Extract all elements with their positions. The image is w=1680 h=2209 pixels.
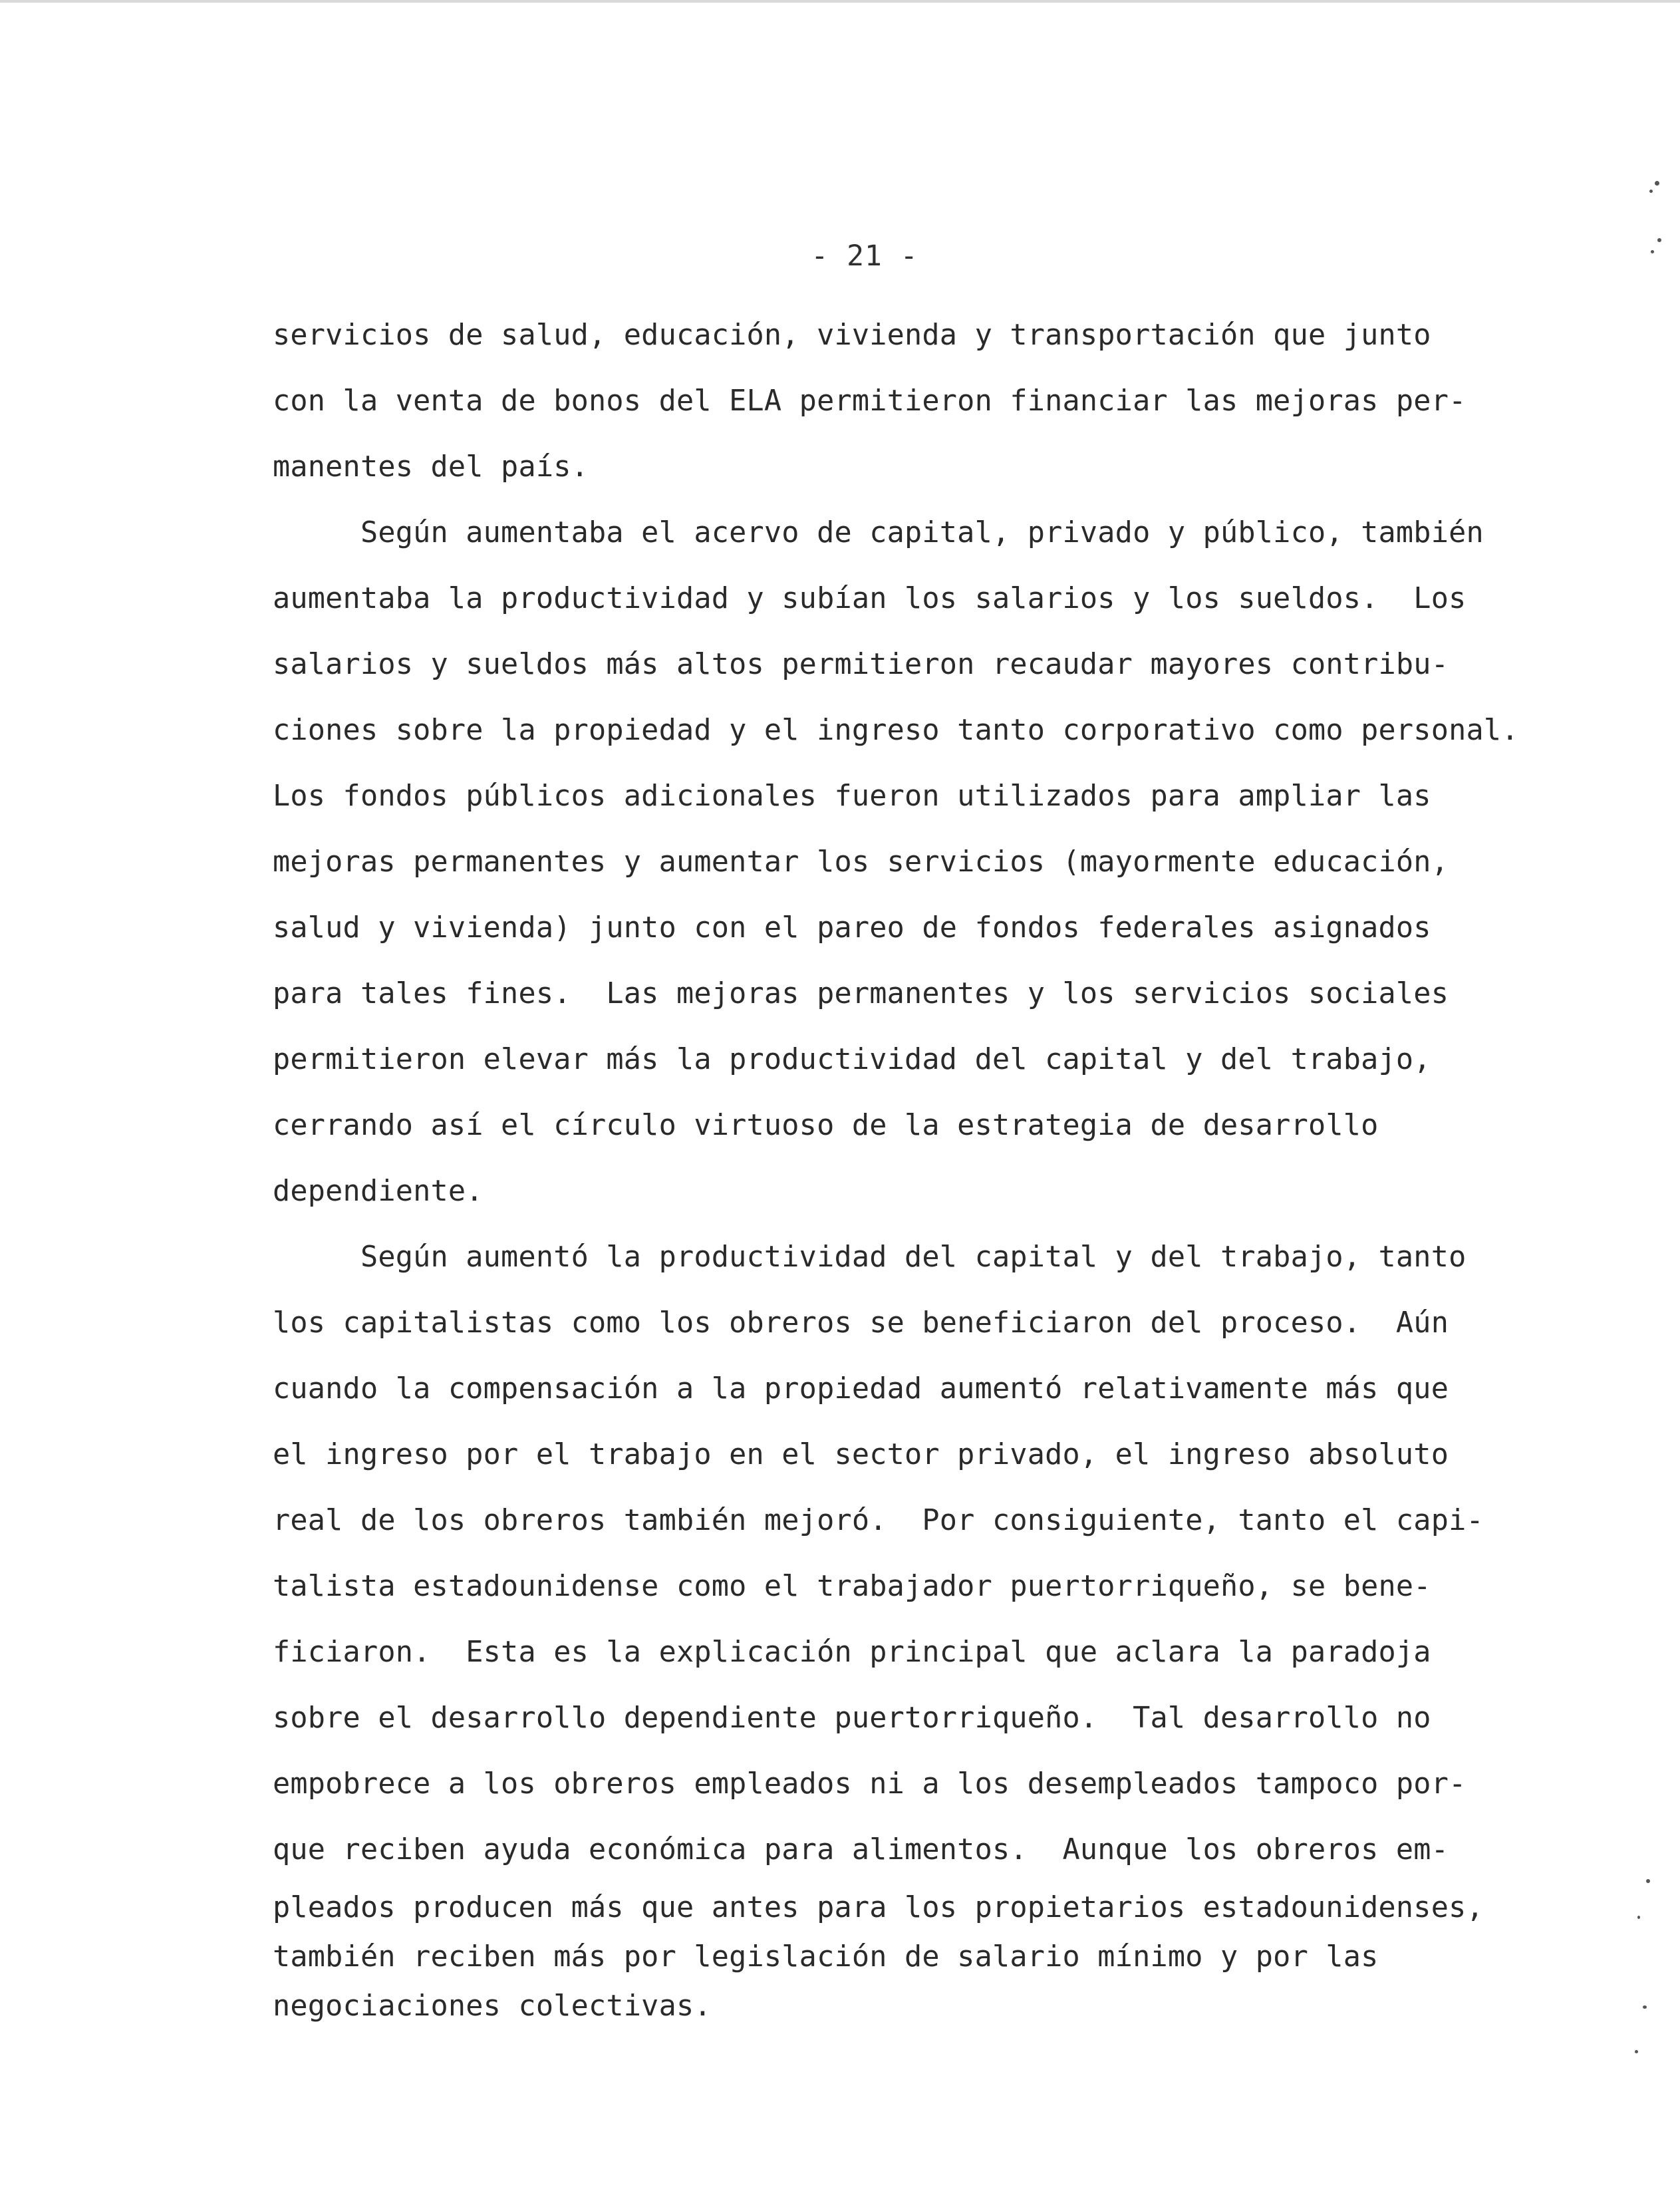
text-line: permitieron elevar más la productividad del capital y del trabajo, xyxy=(273,1043,1431,1076)
scan-speck xyxy=(1635,2050,1638,2053)
text-line: manentes del país. xyxy=(273,450,589,484)
text-line: que reciben ayuda económica para alimentos. Aunque los obreros em- xyxy=(273,1833,1449,1866)
text-line: sobre el desarrollo dependiente puertorriqueño. Tal desarrollo no xyxy=(273,1701,1431,1735)
body-text xyxy=(273,303,1563,2031)
top-edge-rule xyxy=(0,0,1680,3)
text-line: Según aumentó la productividad del capital y del trabajo, tanto xyxy=(273,1241,1467,1274)
text-line: los capitalistas como los obreros se beneficiaron del proceso. Aún xyxy=(273,1306,1449,1340)
scan-speck xyxy=(1657,238,1661,242)
text-line: pleados producen más que antes para los propietarios estadounidenses, xyxy=(273,1891,1484,1924)
text-line: servicios de salud, educación, vivienda y transportación que junto xyxy=(273,319,1431,352)
text-line: el ingreso por el trabajo en el sector privado, el ingreso absoluto xyxy=(273,1438,1449,1471)
text-line: ciones sobre la propiedad y el ingreso tanto corporativo como personal. xyxy=(273,714,1519,747)
text-line: salud y vivienda) junto con el pareo de fondos federales asignados xyxy=(273,911,1431,945)
text-line: cuando la compensación a la propiedad aumentó relativamente más que xyxy=(273,1372,1449,1405)
scan-speck xyxy=(1646,1879,1650,1883)
text-line: Los fondos públicos adicionales fueron utilizados para ampliar las xyxy=(273,780,1431,813)
text-line: aumentaba la productividad y subían los salarios y los sueldos. Los xyxy=(273,582,1467,615)
text-line: cerrando así el círculo virtuoso de la estrategia de desarrollo xyxy=(273,1109,1379,1142)
text-line: también reciben más por legislación de salario mínimo y por las xyxy=(273,1940,1379,1974)
text-line: empobrece a los obreros empleados ni a los desempleados tampoco por- xyxy=(273,1767,1467,1801)
scan-speck xyxy=(1643,2005,1647,2009)
text-line: real de los obreros también mejoró. Por consiguiente, tanto el capi- xyxy=(273,1504,1484,1537)
page-number: - 21 - xyxy=(811,239,918,273)
scan-speck xyxy=(1637,1916,1640,1919)
text-line: dependiente. xyxy=(273,1175,484,1208)
scan-speck xyxy=(1655,181,1659,186)
text-line: negociaciones colectivas. xyxy=(273,1989,712,2023)
text-line: Según aumentaba el acervo de capital, privado y público, también xyxy=(273,516,1484,549)
scan-speck xyxy=(1649,190,1653,193)
text-line: para tales fines. Las mejoras permanentes y los servicios sociales xyxy=(273,977,1449,1010)
text-line: con la venta de bonos del ELA permitieron financiar las mejoras per- xyxy=(273,384,1467,418)
scan-speck xyxy=(1651,250,1654,253)
text-line: salarios y sueldos más altos permitieron recaudar mayores contribu- xyxy=(273,648,1449,681)
text-line: ficiaron. Esta es la explicación principal que aclara la paradoja xyxy=(273,1636,1431,1669)
text-line: mejoras permanentes y aumentar los servicios (mayormente educación, xyxy=(273,845,1449,879)
text-line: talista estadounidense como el trabajador puertorriqueño, se bene- xyxy=(273,1570,1431,1603)
